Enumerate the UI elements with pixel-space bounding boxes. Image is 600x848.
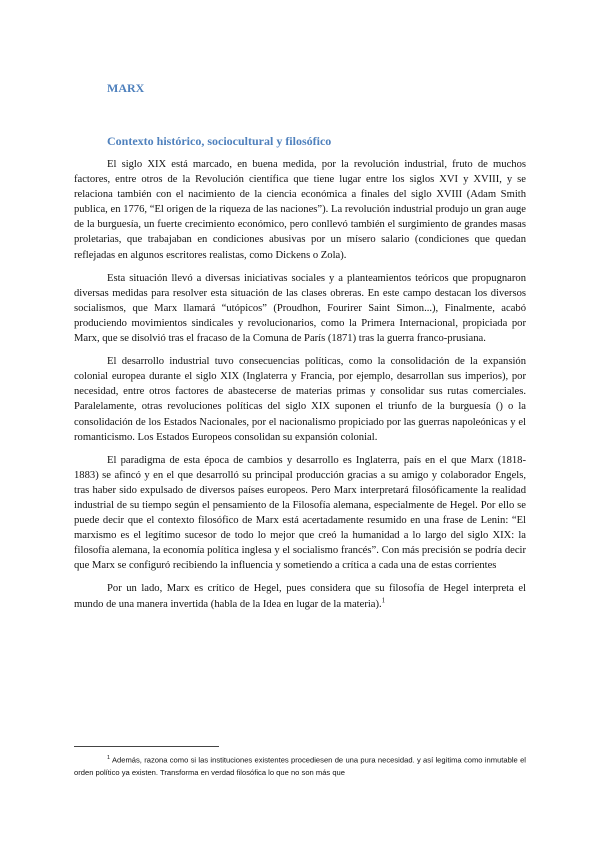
footnote [74, 752, 526, 779]
paragraph-4: El paradigma de esta época de cambios y desarrollo es Inglaterra, país en el que Marx (1818-1883) se afincó y en el que desarrolló su principal producción gracias a su amigo y colaborador Engels, tras haber sido expulsado de diversos países europeos. Pero Marx interpretará filosóficamente la realidad industrial de su tiempo según el pensamiento de la Filosofía alemana, especialmente de Hegel. Por ello se puede decir que el contexto filosófico de Marx está acertadamente resumido en una frase de Lenin: “El marxismo es el legítimo sucesor de todo lo mejor que creó la humanidad a lo largo del siglo XIX: la filosofía alemana, la economía política inglesa y el socialismo francés”. Con más precisión se podría decir que Marx se configuró recibiendo la influencia y sometiendo a crítica a cada una de estas corrientes [74, 454, 526, 572]
paragraph-1: El siglo XIX está marcado, en buena medida, por la revolución industrial, fruto de muchos factores, entre otros de la Revolución científica que tiene lugar entre los siglos XVI y XVIII, y se relaciona también con el nacimiento de la ciencia económica a finales del siglo XVIII (Adam Smith publica, en 1776, “El origen de la riqueza de las naciones”). La revolución industrial produjo un gran auge de la burguesía, un fuerte crecimiento económico, pero conllevó también el surgimiento de grandes masas proletarias, que trabajaban en condiciones abusivas por un mísero salario (condiciones que quedan reflejadas en algunos escritores realistas, como Dickens o Zola). [74, 159, 526, 261]
footnote-reference[interactable]: 1 [381, 596, 386, 604]
footnote-text: Además, razona como si las instituciones existentes procediesen de una pura necesidad. y así legitima como inmutable el orden político ya existen. Transforma en verdad filosófica lo que no son más que [74, 755, 526, 777]
document-body [74, 157, 526, 620]
paragraph-5-text: Por un lado, Marx es crítico de Hegel, pues considera que su filosofía de Hegel interpreta el mundo de una manera invertida (habla de la Idea en lugar de la materia). [74, 583, 526, 610]
paragraph-5 [74, 581, 526, 611]
paragraph-3: El desarrollo industrial tuvo consecuencias políticas, como la consolidación de la expansión colonial europea durante el siglo XIX (Inglaterra y Francia, por ejemplo, desarrollan sus imperios), por necesidad, entre otros factores de abastecerse de materias primas y consolidar sus rutas comerciales. Paralelamente, otras revoluciones políticas del siglo XIX suponen el triunfo de la burguesía () o la consolidación de los Estados Nacionales, por el nacionalismo propiciado por las guerras napoleónicas y el romanticismo. Los Estados Europeos consolidan su expansión colonial. [74, 356, 526, 443]
footnote-number: 1 [107, 755, 111, 761]
paragraph-2: Esta situación llevó a diversas iniciativas sociales y a planteamientos teóricos que propugnaron diversas medidas para resolver esta situación de las clases obreras. En este campo destacan los diversos socialismos, que Marx llamará “utópicos” (Proudhon, Fourirer Saint Simon...), Finalmente, acabó produciendo movimientos sindicales y revolucionarios, como la Primera Internacional, propiciada por Marx, que se disolvió tras el fracaso de la Comuna de París (1871) tras la guerra franco-prusiana. [74, 272, 526, 345]
section-heading: Contexto histórico, sociocultural y filosófico [107, 134, 332, 148]
document-title: MARX [107, 81, 145, 95]
footnote-separator [74, 746, 219, 747]
